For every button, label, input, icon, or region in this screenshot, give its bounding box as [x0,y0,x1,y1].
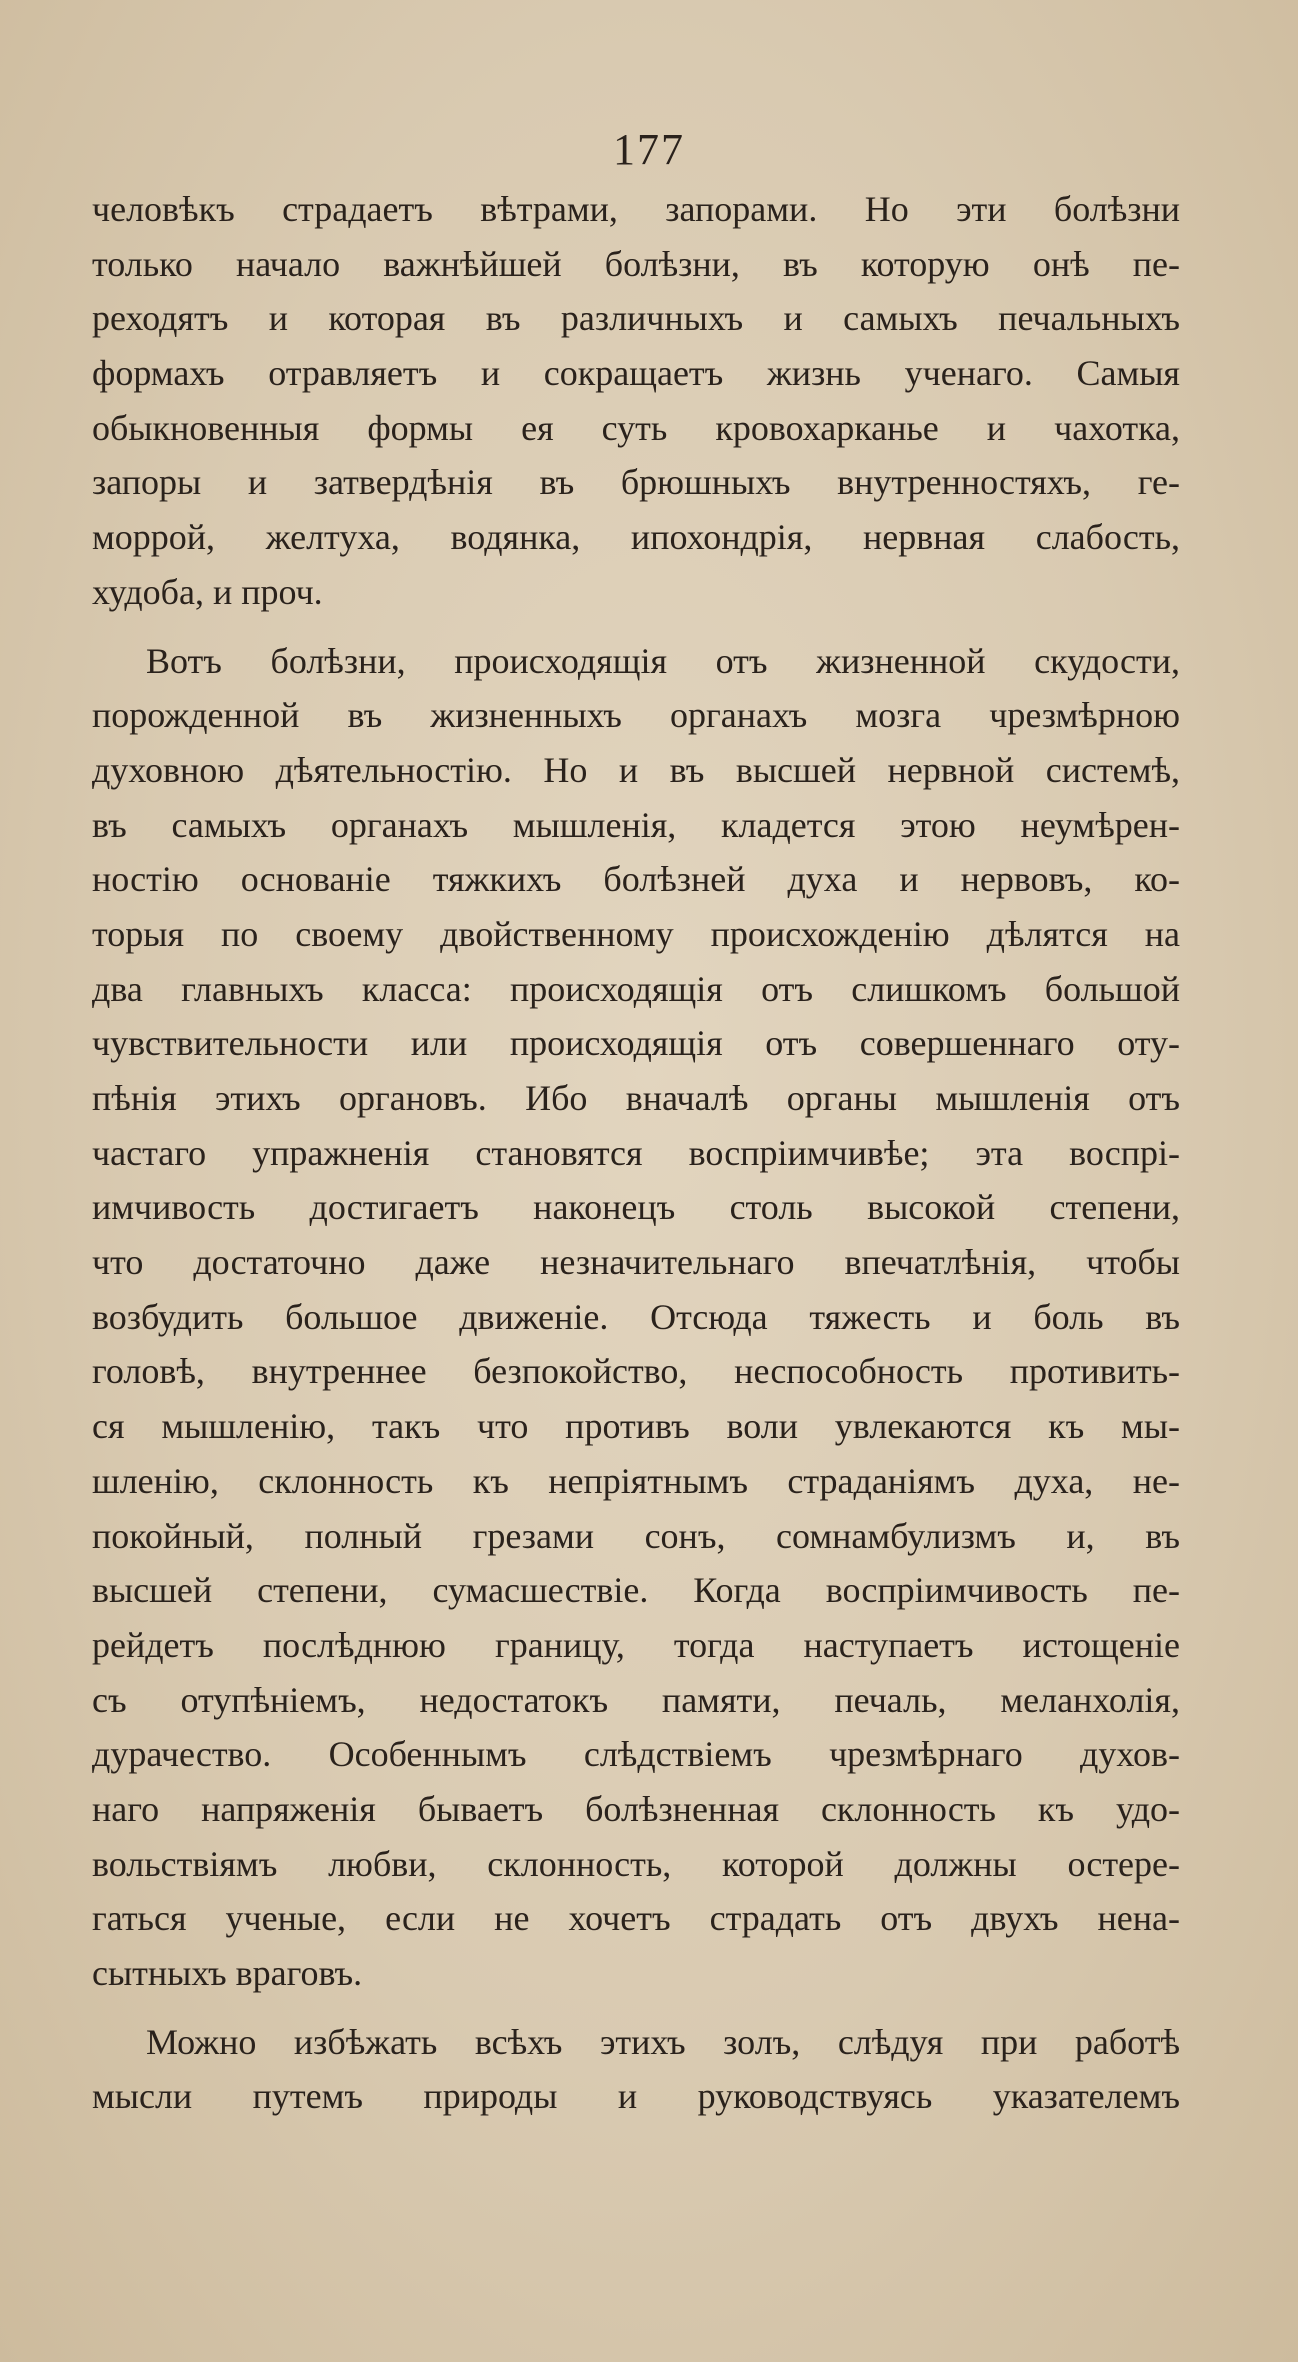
body-text [92,182,1180,2124]
text-line: только начало важнѣйшей болѣзни, въ которую онѣ пе- [92,243,1180,284]
text-line: покойный, полный грезами сонъ, сомнамбулизмъ и, въ [92,1515,1180,1556]
paragraph [92,182,1180,620]
text-line: торыя по своему двойственному происхожденію дѣлятся на [92,913,1180,954]
text-line: имчивость достигаетъ наконецъ столь высокой степени, [92,1187,1180,1228]
paragraph [92,634,1180,2001]
paragraph-gap [92,620,1180,634]
text-line: съ отупѣніемъ, недостатокъ памяти, печаль, меланхолія, [92,1679,1180,1720]
paragraph-gap [92,2001,1180,2015]
text-line: человѣкъ страдаетъ вѣтрами, запорами. Но эти болѣзни [92,189,1180,229]
text-line: дурачество. Особеннымъ слѣдствіемъ чрезмѣрнаго духов- [92,1734,1180,1775]
text-line: что достаточно даже незначительнаго впечатлѣнія, чтобы [92,1242,1180,1283]
page-number: 177 [613,125,685,174]
text-line: чувствительности или происходящія отъ совершеннаго оту- [92,1023,1180,1064]
text-line: порожденной въ жизненныхъ органахъ мозга чрезмѣрною [92,695,1180,736]
paragraph [92,2015,1180,2124]
text-line: гаться ученые, если не хочетъ страдать отъ двухъ нена- [92,1898,1180,1939]
text-line: ся мышленію, такъ что противъ воли увлекаются къ мы- [92,1406,1180,1447]
text-line: моррой, желтуха, водянка, ипохондрія, нервная слабость, [92,517,1180,558]
text-line: частаго упражненія становятся воспріимчивѣе; эта воспрі- [92,1132,1180,1173]
text-line: вольствіямъ любви, склонность, которой должны остере- [92,1843,1180,1884]
text-line: ностію основаніе тяжкихъ болѣзней духа и нервовъ, ко- [92,859,1180,900]
text-line: пѣнія этихъ органовъ. Ибо вначалѣ органы мышленія отъ [92,1078,1180,1118]
text-line: головѣ, внутреннее безпокойство, неспособность противить- [92,1351,1180,1392]
text-line: возбудить большое движеніе. Отсюда тяжесть и боль въ [92,1296,1180,1337]
text-line: духовною дѣятельностію. Но и въ высшей нервной системѣ, [92,749,1180,790]
text-line: два главныхъ класса: происходящія отъ слишкомъ большой [92,968,1180,1009]
text-line: въ самыхъ органахъ мышленія, кладется этою неумѣрен- [92,804,1180,845]
text-line: шленію, склонность къ непріятнымъ страданіямъ духа, не- [92,1460,1180,1501]
text-line: Можно избѣжать всѣхъ этихъ золъ, слѣдуя при работѣ [146,2021,1180,2062]
text-line: высшей степени, сумасшествіе. Когда воспріимчивость пе- [92,1570,1180,1611]
text-line: сытныхъ враговъ. [92,1953,363,1993]
text-line: формахъ отравляетъ и сокращаетъ жизнь ученаго. Самыя [92,353,1180,394]
text-line: реходятъ и которая въ различныхъ и самыхъ печальныхъ [92,298,1180,339]
text-line: рейдетъ послѣднюю границу, тогда наступаетъ истощеніе [92,1624,1180,1665]
text-line: худоба, и проч. [92,571,323,612]
text-line: Вотъ болѣзни, происходящія отъ жизненной скудости, [146,640,1180,681]
text-line: запоры и затвердѣнія въ брюшныхъ внутренностяхъ, ге- [92,462,1180,503]
text-line: наго напряженія бываетъ болѣзненная склонность къ удо- [92,1788,1180,1829]
text-line: обыкновенныя формы ея суть кровохарканье и чахотка, [92,407,1180,448]
text-line: мысли путемъ природы и руководствуясь указателемъ [92,2076,1180,2117]
